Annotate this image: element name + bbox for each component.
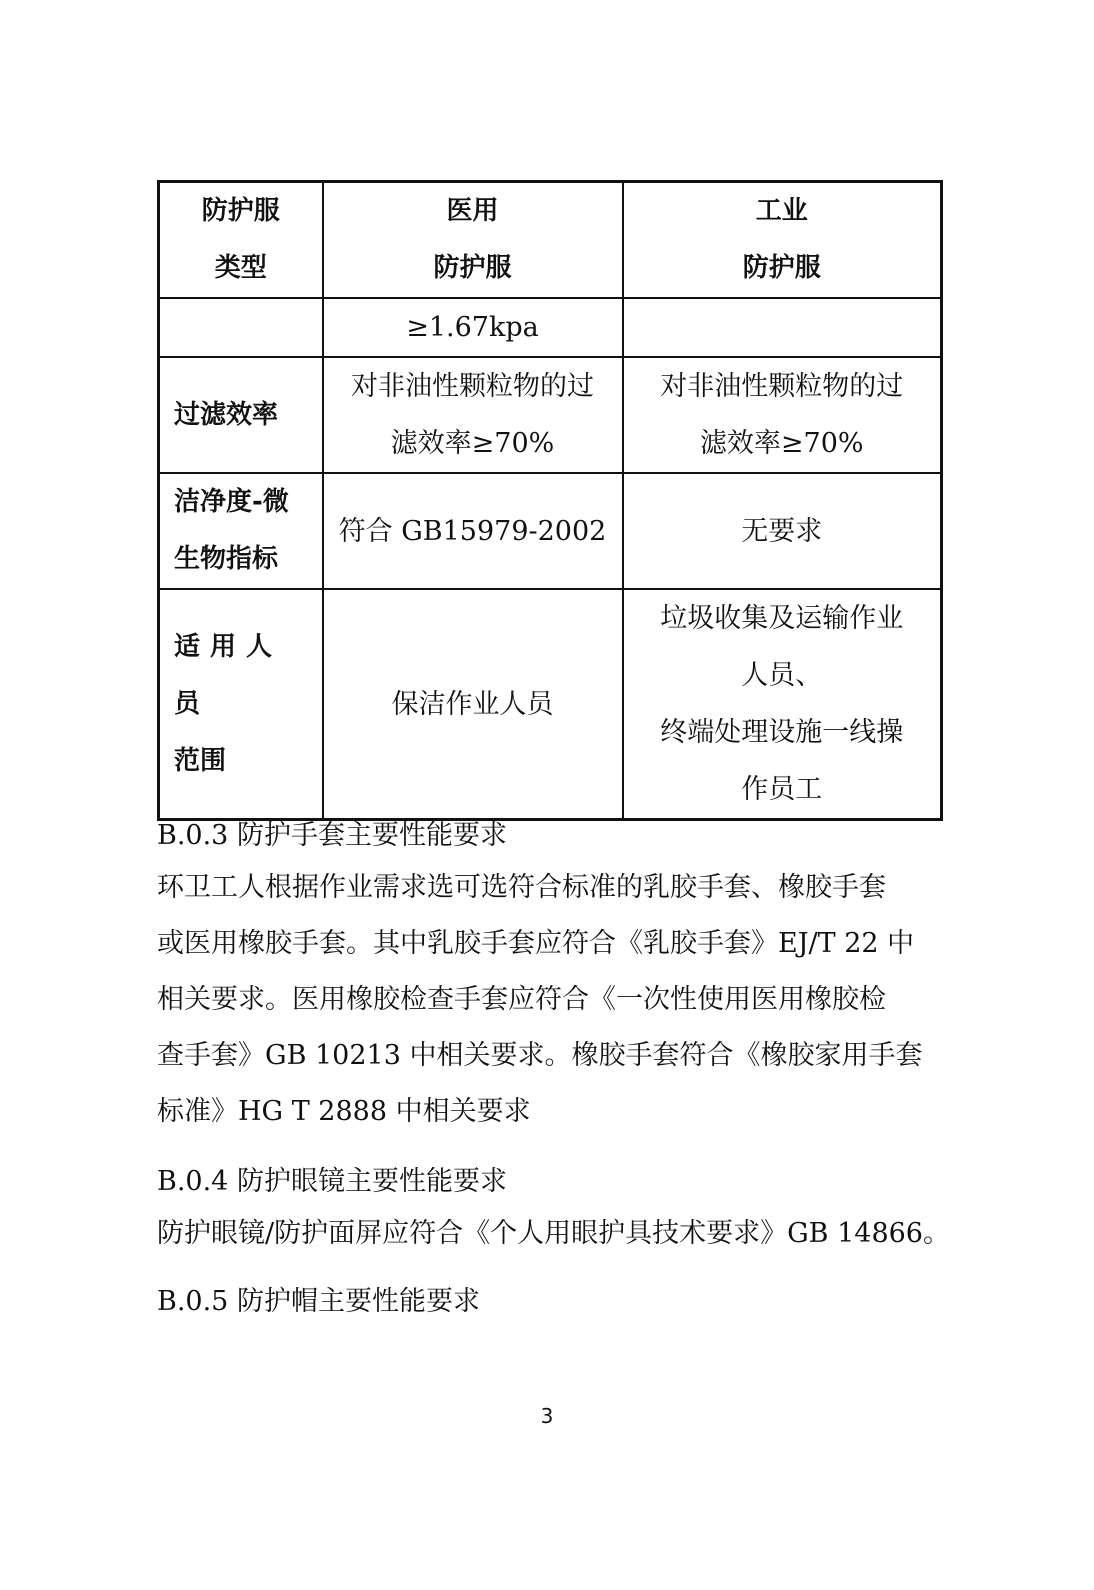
- cell-text: 滤效率≥70%: [699, 428, 864, 459]
- paragraph-line: 标准》HG T 2888 中相关要求: [157, 1096, 531, 1127]
- row-label: [159, 357, 323, 473]
- page-number: 3: [540, 1404, 554, 1428]
- section-title-b03: B.0.3 防护手套主要性能要求: [157, 820, 507, 851]
- label-filtration: 过滤效率: [174, 399, 279, 430]
- paragraph-b03: [157, 860, 947, 1140]
- row-medical-cell: [323, 298, 623, 357]
- paragraph-line: 或医用橡胶手套。其中乳胶手套应符合《乳胶手套》EJ/T 22 中: [157, 928, 915, 959]
- table-header-row: [159, 182, 942, 299]
- table-row: [159, 357, 942, 473]
- header-industrial-line1: 工业: [755, 196, 808, 226]
- cell-text: 滤效率≥70%: [390, 428, 555, 459]
- paragraph-line: 相关要求。医用橡胶检查手套应符合《一次性使用医用橡胶检: [157, 984, 886, 1015]
- cell-text: 作员工: [741, 774, 823, 805]
- protective-clothing-table: [157, 180, 943, 821]
- row-label: [159, 473, 323, 589]
- table-row: [159, 298, 942, 357]
- cell-text: 对非油性颗粒物的过: [660, 371, 904, 402]
- row-industrial-cell: [623, 589, 942, 820]
- label-applicable: 适用人员: [174, 631, 283, 719]
- header-medical-line1: 医用: [446, 196, 499, 226]
- header-type-line2: 类型: [214, 253, 267, 283]
- row-industrial-cell: [623, 357, 942, 473]
- row-medical-cell: [323, 473, 623, 589]
- label-applicable: 范围: [174, 745, 227, 776]
- cell-text: 人员、: [741, 660, 823, 691]
- row-label: [159, 298, 323, 357]
- paragraph-b04: [157, 1206, 950, 1262]
- header-type: [159, 182, 323, 299]
- cell-text: 保洁作业人员: [391, 688, 554, 720]
- paragraph-line: 防护眼镜/防护面屏应符合《个人用眼护具技术要求》GB 14866。: [157, 1218, 950, 1249]
- row-medical-cell: [323, 589, 623, 820]
- header-industrial-line2: 防护服: [742, 253, 821, 283]
- row-medical-cell: [323, 357, 623, 473]
- row-industrial-cell: [623, 298, 942, 357]
- label-cleanliness: 洁净度-微: [174, 487, 289, 517]
- cell-text: 垃圾收集及运输作业: [660, 603, 904, 634]
- header-type-line1: 防护服: [201, 196, 280, 226]
- cell-text: 终端处理设施一线操: [660, 717, 904, 748]
- table-row: [159, 473, 942, 589]
- section-title-b04: B.0.4 防护眼镜主要性能要求: [157, 1166, 507, 1197]
- header-medical: [323, 182, 623, 299]
- header-industrial: [623, 182, 942, 299]
- label-cleanliness: 生物指标: [174, 544, 279, 574]
- row-label: [159, 589, 323, 820]
- paragraph-line: 环卫工人根据作业需求选可选符合标准的乳胶手套、橡胶手套: [157, 872, 886, 903]
- table-row: [159, 589, 942, 820]
- header-medical-line2: 防护服: [433, 253, 512, 283]
- paragraph-line: 查手套》GB 10213 中相关要求。橡胶手套符合《橡胶家用手套: [157, 1040, 923, 1071]
- row-industrial-cell: [623, 473, 942, 589]
- section-title-b05: B.0.5 防护帽主要性能要求: [157, 1286, 480, 1317]
- cell-text: 符合 GB15979-2002: [338, 515, 607, 547]
- pressure-value: ≥1.67kpa: [406, 312, 539, 343]
- cell-text: 对非油性颗粒物的过: [351, 371, 594, 402]
- cell-text: 无要求: [741, 515, 823, 547]
